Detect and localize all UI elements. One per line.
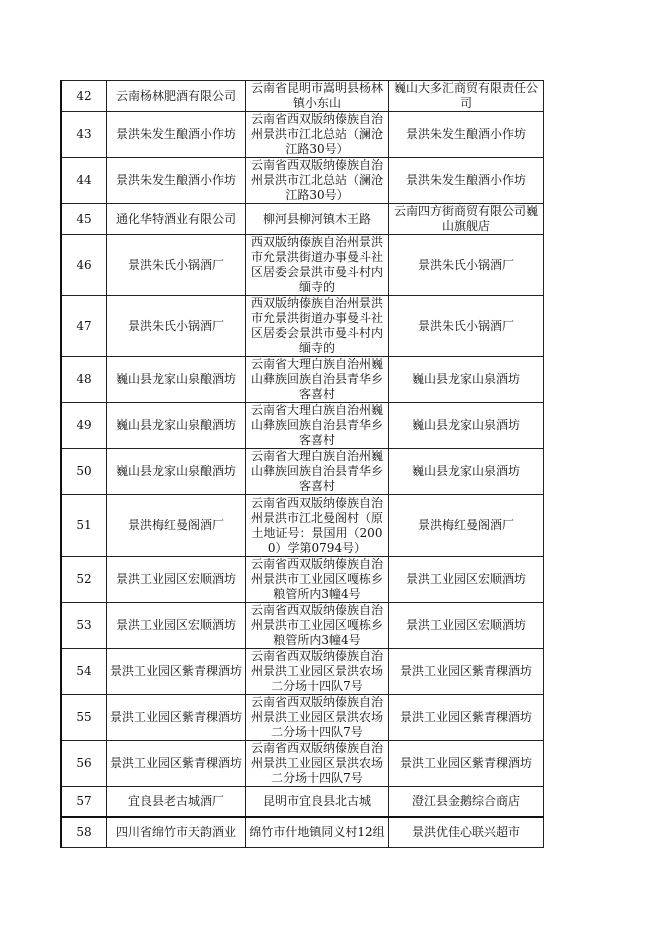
- producer-address-cell: 云南省大理白族自治州巍山彝族回族自治县青华乡客喜村: [246, 357, 389, 403]
- producer-name-cell: 景洪工业园区宏顺酒坊: [107, 557, 246, 603]
- table-row: [61, 112, 544, 158]
- table-row: [61, 695, 544, 741]
- producer-name-cell: 巍山县龙家山泉酿酒坊: [107, 449, 246, 495]
- table-row: [61, 495, 544, 557]
- table-row: [61, 649, 544, 695]
- row-number-cell: 42: [61, 81, 107, 112]
- row-number-cell: 49: [61, 403, 107, 449]
- producer-address-cell: 昆明市宜良县北古城: [246, 787, 389, 817]
- table-row: [61, 449, 544, 495]
- row-number-cell: 48: [61, 357, 107, 403]
- producer-address-cell: 绵竹市什地镇同义村12组: [246, 817, 389, 848]
- producer-name-cell: 景洪工业园区宏顺酒坊: [107, 603, 246, 649]
- table-row: [61, 204, 544, 235]
- row-number-cell: 56: [61, 741, 107, 787]
- producer-address-cell: 西双版纳傣族自治州景洪市允景洪街道办事曼斗社区居委会景洪市曼斗村内缅寺的: [246, 296, 389, 357]
- table-row: [61, 817, 544, 848]
- row-number-cell: 55: [61, 695, 107, 741]
- producer-address-cell: 云南省西双版纳傣族自治州景洪市江北曼阁村（原土地证号：景国用（2000）学第0794号）: [246, 495, 389, 557]
- table-row: [61, 296, 544, 357]
- producer-name-cell: 巍山县龙家山泉酿酒坊: [107, 357, 246, 403]
- row-number-cell: 53: [61, 603, 107, 649]
- seller-name-cell: 景洪工业园区紫青稞酒坊: [389, 649, 544, 695]
- table-row: [61, 357, 544, 403]
- seller-name-cell: 巍山大多汇商贸有限责任公司: [389, 81, 544, 112]
- seller-name-cell: 巍山县龙家山泉酒坊: [389, 449, 544, 495]
- producer-address-cell: 云南省西双版纳傣族自治州景洪市江北总站（澜沧江路30号）: [246, 158, 389, 204]
- row-number-cell: 45: [61, 204, 107, 235]
- seller-name-cell: 景洪工业园区紫青稞酒坊: [389, 695, 544, 741]
- seller-name-cell: 景洪优佳心联兴超市: [389, 817, 544, 848]
- row-number-cell: 44: [61, 158, 107, 204]
- producer-name-cell: 景洪朱氏小锅酒厂: [107, 235, 246, 296]
- table-row: [61, 787, 544, 817]
- seller-name-cell: 景洪朱氏小锅酒厂: [389, 296, 544, 357]
- seller-name-cell: 巍山县龙家山泉酒坊: [389, 403, 544, 449]
- producer-name-cell: 四川省绵竹市天韵酒业: [107, 817, 246, 848]
- producer-address-cell: 西双版纳傣族自治州景洪市允景洪街道办事曼斗社区居委会景洪市曼斗村内缅寺的: [246, 235, 389, 296]
- seller-name-cell: 云南四方街商贸有限公司巍山旗舰店: [389, 204, 544, 235]
- row-number-cell: 57: [61, 787, 107, 817]
- seller-name-cell: 景洪朱发生酿酒小作坊: [389, 112, 544, 158]
- row-number-cell: 47: [61, 296, 107, 357]
- table-row: [61, 81, 544, 112]
- producer-name-cell: 云南杨林肥酒有限公司: [107, 81, 246, 112]
- producer-address-cell: 云南省大理白族自治州巍山彝族回族自治县青华乡客喜村: [246, 449, 389, 495]
- table-row: [61, 557, 544, 603]
- seller-name-cell: 景洪工业园区宏顺酒坊: [389, 603, 544, 649]
- seller-name-cell: 景洪工业园区紫青稞酒坊: [389, 741, 544, 787]
- producer-name-cell: 景洪朱氏小锅酒厂: [107, 296, 246, 357]
- row-number-cell: 46: [61, 235, 107, 296]
- row-number-cell: 58: [61, 817, 107, 848]
- table-row: [61, 403, 544, 449]
- seller-name-cell: 景洪梅红曼阁酒厂: [389, 495, 544, 557]
- producer-address-cell: 云南省西双版纳傣族自治州景洪市工业园区嘎栋乡粮管所内3幢4号: [246, 557, 389, 603]
- producer-name-cell: 景洪朱发生酿酒小作坊: [107, 158, 246, 204]
- seller-name-cell: 澄江县金鹅综合商店: [389, 787, 544, 817]
- seller-name-cell: 景洪朱发生酿酒小作坊: [389, 158, 544, 204]
- producer-name-cell: 宜良县老古城酒厂: [107, 787, 246, 817]
- seller-name-cell: 景洪朱氏小锅酒厂: [389, 235, 544, 296]
- producer-address-cell: 云南省大理白族自治州巍山彝族回族自治县青华乡客喜村: [246, 403, 389, 449]
- producer-address-cell: 云南省西双版纳傣族自治州景洪工业园区景洪农场二分场十四队7号: [246, 741, 389, 787]
- producer-name-cell: 通化华特酒业有限公司: [107, 204, 246, 235]
- seller-name-cell: 巍山县龙家山泉酒坊: [389, 357, 544, 403]
- producer-name-cell: 景洪工业园区紫青稞酒坊: [107, 649, 246, 695]
- producer-address-cell: 云南省西双版纳傣族自治州景洪市江北总站（澜沧江路30号）: [246, 112, 389, 158]
- row-number-cell: 43: [61, 112, 107, 158]
- records-table: [60, 80, 544, 848]
- producer-address-cell: 云南省西双版纳傣族自治州景洪市工业园区嘎栋乡粮管所内3幢4号: [246, 603, 389, 649]
- row-number-cell: 54: [61, 649, 107, 695]
- producer-address-cell: 云南省西双版纳傣族自治州景洪工业园区景洪农场二分场十四队7号: [246, 649, 389, 695]
- producer-address-cell: 云南省昆明市嵩明县杨林镇小东山: [246, 81, 389, 112]
- producer-name-cell: 景洪梅红曼阁酒厂: [107, 495, 246, 557]
- row-number-cell: 50: [61, 449, 107, 495]
- producer-name-cell: 景洪工业园区紫青稞酒坊: [107, 695, 246, 741]
- table-row: [61, 603, 544, 649]
- seller-name-cell: 景洪工业园区宏顺酒坊: [389, 557, 544, 603]
- table-row: [61, 158, 544, 204]
- producer-name-cell: 景洪工业园区紫青稞酒坊: [107, 741, 246, 787]
- table-row: [61, 235, 544, 296]
- producer-name-cell: 巍山县龙家山泉酿酒坊: [107, 403, 246, 449]
- producer-name-cell: 景洪朱发生酿酒小作坊: [107, 112, 246, 158]
- producer-address-cell: 云南省西双版纳傣族自治州景洪工业园区景洪农场二分场十四队7号: [246, 695, 389, 741]
- table-row: [61, 741, 544, 787]
- producer-address-cell: 柳河县柳河镇木王路: [246, 204, 389, 235]
- row-number-cell: 51: [61, 495, 107, 557]
- row-number-cell: 52: [61, 557, 107, 603]
